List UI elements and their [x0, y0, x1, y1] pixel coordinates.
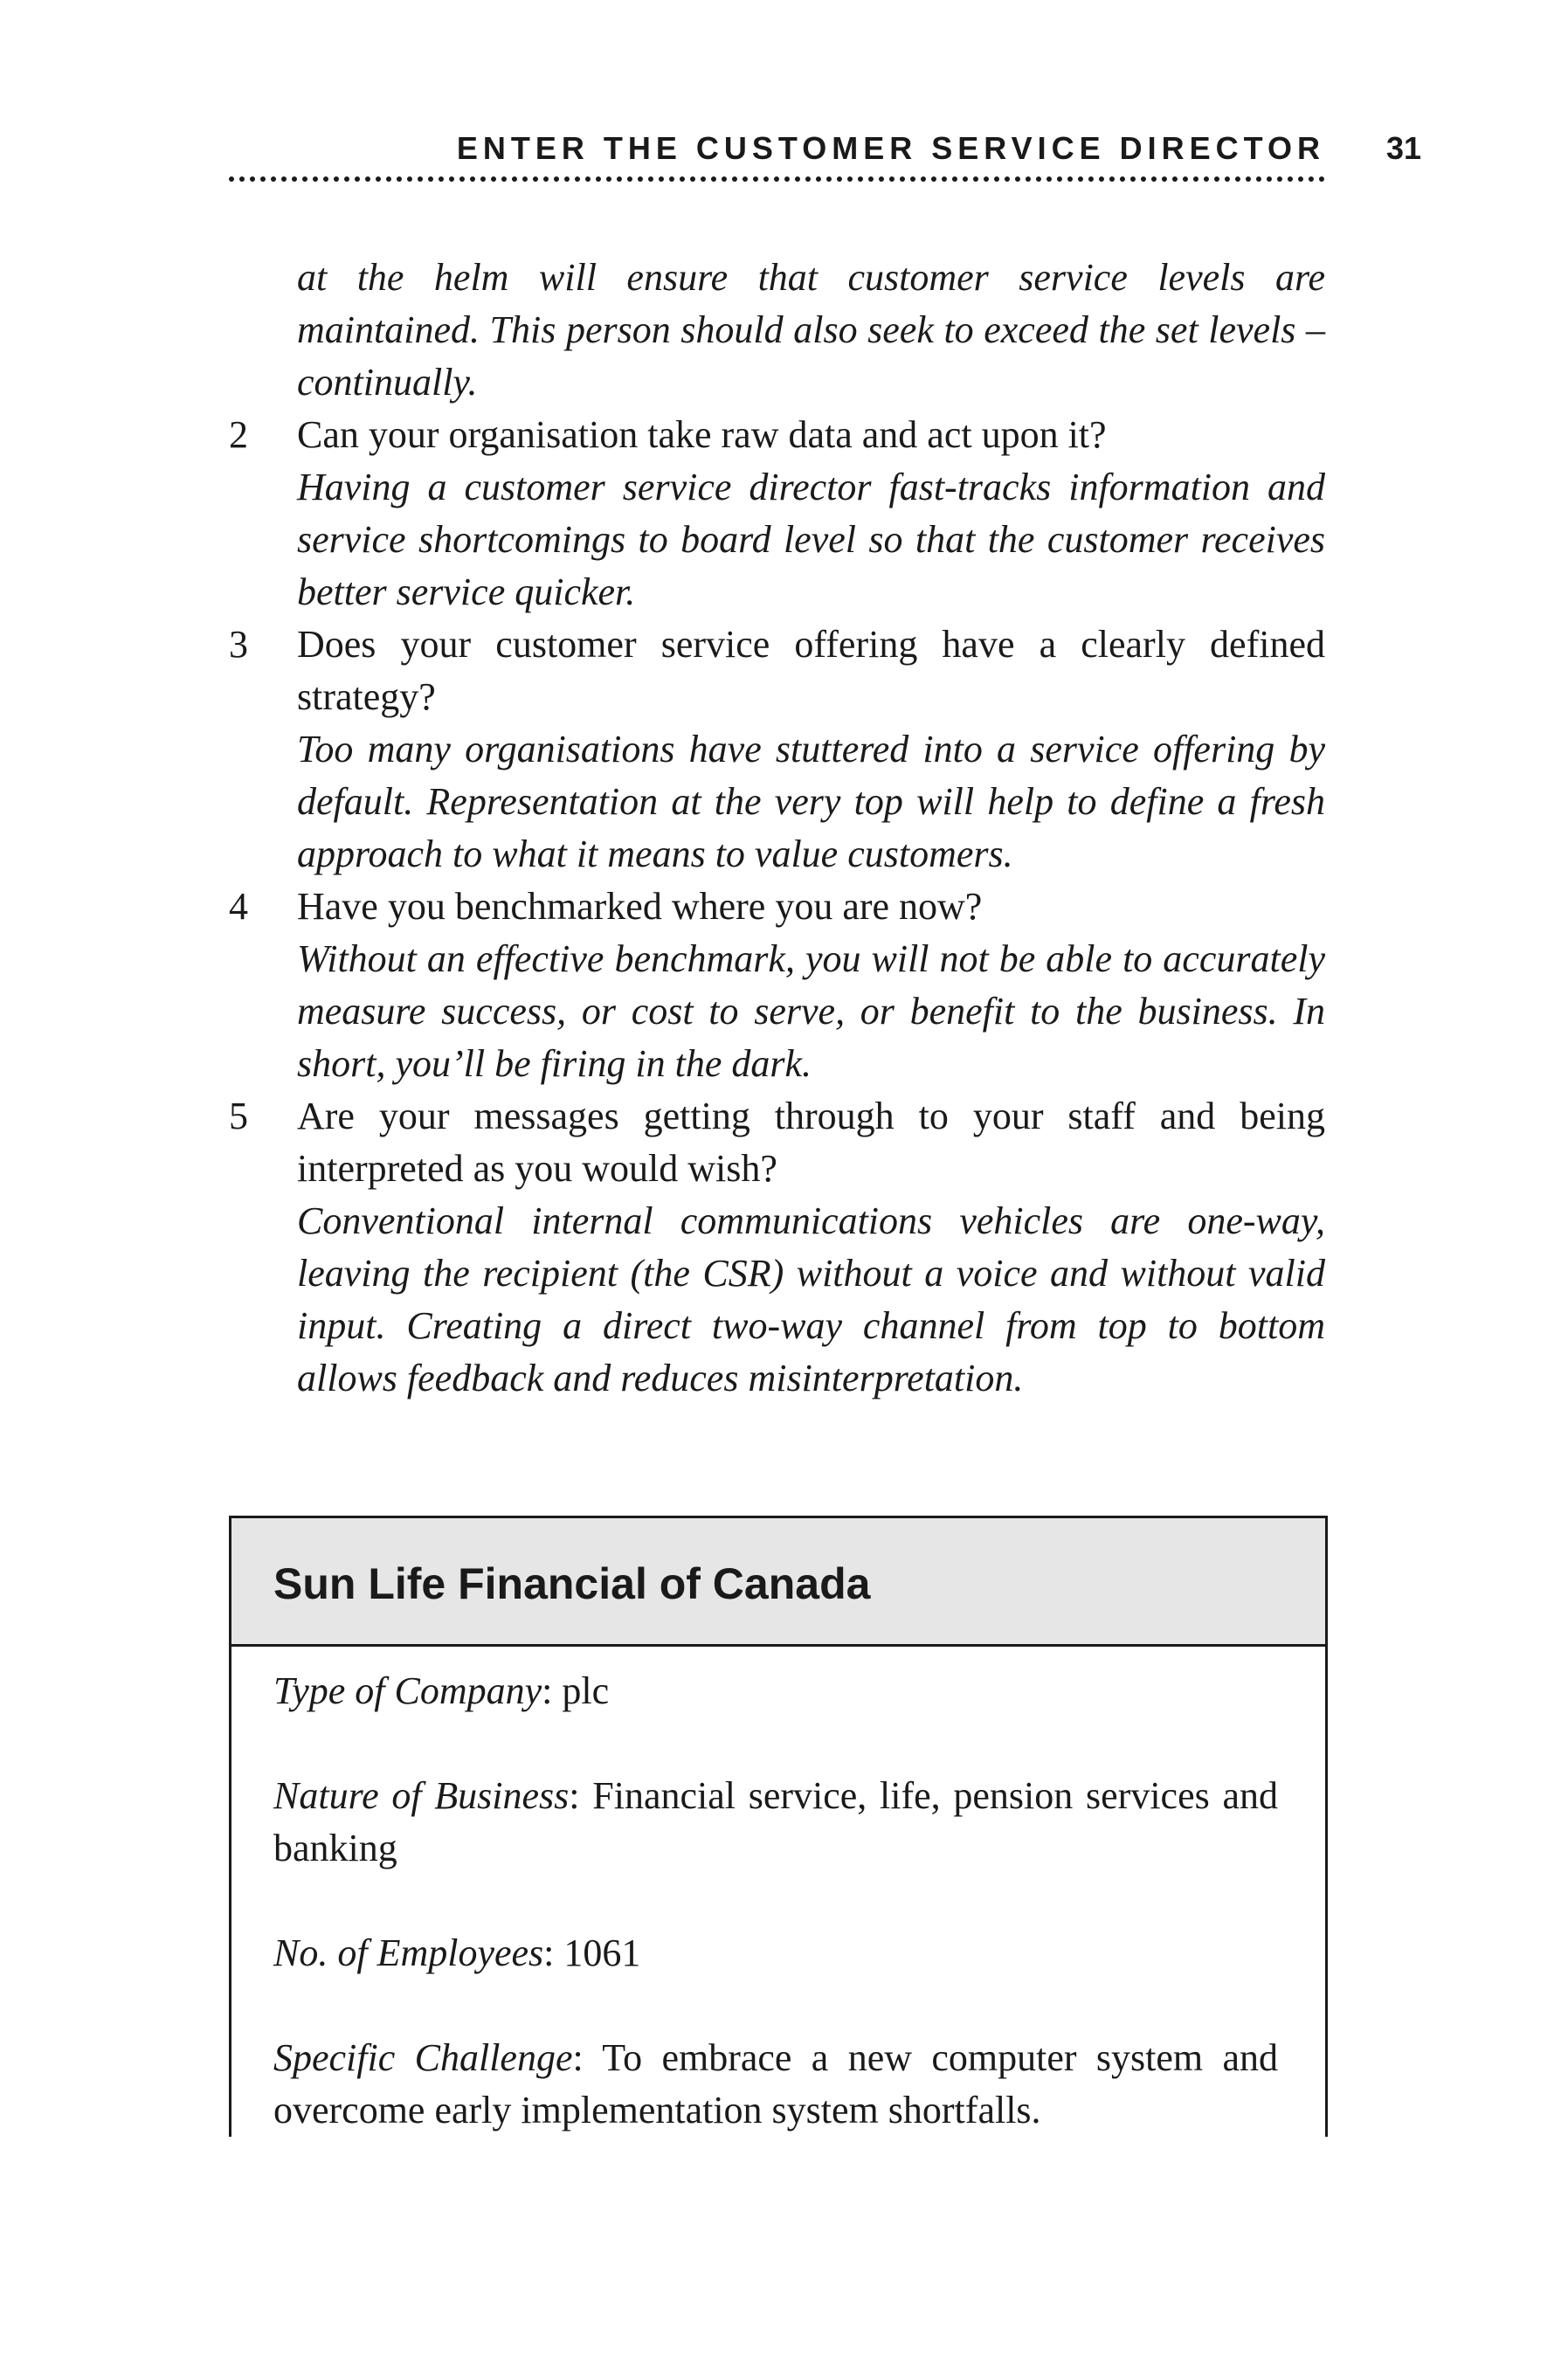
case-study-title: Sun Life Financial of Canada	[273, 1559, 871, 1608]
case-field-value: To embrace a new computer system and overcome early implementation system shortfalls.	[273, 2036, 1278, 2132]
case-study-body	[273, 1665, 1278, 2137]
question-text: Are your messages getting through to your staff and being interpreted as you would wish?	[297, 1095, 1325, 1190]
case-field-value: Financial service, life, pension services and banking	[273, 1774, 1278, 1869]
header-dotted-rule	[229, 176, 1325, 182]
question-number: 2	[229, 413, 248, 456]
intro-continuation: at the helm will ensure that customer service levels are maintained. This person should also seek to exceed the set levels – continually.	[297, 256, 1325, 404]
question-text: Have you benchmarked where you are now?	[297, 885, 983, 928]
running-title: ENTER THE CUSTOMER SERVICE DIRECTOR	[456, 130, 1325, 166]
case-field-nature-of-business: Nature of Business: Financial service, life, pension services and banking	[273, 1774, 1278, 1869]
question-answer: Without an effective benchmark, you will not be able to accurately measure success, or cost to serve, or benefit to the business. In short, you’ll be firing in the dark.	[297, 937, 1325, 1085]
question-answer: Conventional internal communications vehicles are one-way, leaving the recipient (the CSR) without a voice and without valid input. Creating a direct two-way channel from top to bottom allows feedback and reduces misinterpretation.	[297, 1199, 1325, 1399]
case-field-value: 1061	[563, 1931, 641, 1974]
running-head	[229, 129, 1421, 168]
case-field-specific-challenge: Specific Challenge: To embrace a new computer system and overcome early implementation system shortfalls.	[273, 2036, 1278, 2132]
case-field-value: plc	[562, 1669, 610, 1712]
question-item	[229, 1090, 1325, 1405]
question-number: 5	[229, 1095, 248, 1137]
question-item	[229, 881, 1325, 1090]
case-field-no-of-employees: No. of Employees: 1061	[273, 1931, 641, 1974]
question-item	[229, 409, 1325, 618]
case-field-label: No. of Employees	[273, 1931, 544, 1974]
question-answer: Having a customer service director fast-tracks information and service shortcomings to board level so that the customer receives better service quicker.	[297, 466, 1325, 613]
case-field-label: Nature of Business	[273, 1774, 570, 1817]
question-number: 3	[229, 623, 248, 666]
case-field-type-of-company: Type of Company: plc	[273, 1669, 610, 1712]
question-answer: Too many organisations have stuttered into a service offering by default. Representation at the very top will help to define a fresh approach to what it means to value customers.	[297, 728, 1325, 875]
question-number: 4	[229, 885, 248, 928]
question-item	[229, 618, 1325, 881]
case-field-label: Specific Challenge	[273, 2036, 573, 2079]
main-text	[229, 252, 1325, 1405]
question-text: Can your organisation take raw data and act upon it?	[297, 413, 1107, 456]
case-field-label: Type of Company	[273, 1669, 542, 1712]
question-text: Does your customer service offering have a clearly defined strategy?	[297, 623, 1325, 718]
case-study-box	[229, 1516, 1328, 2137]
page-number: 31	[1385, 130, 1421, 166]
case-study-header	[231, 1518, 1325, 1647]
